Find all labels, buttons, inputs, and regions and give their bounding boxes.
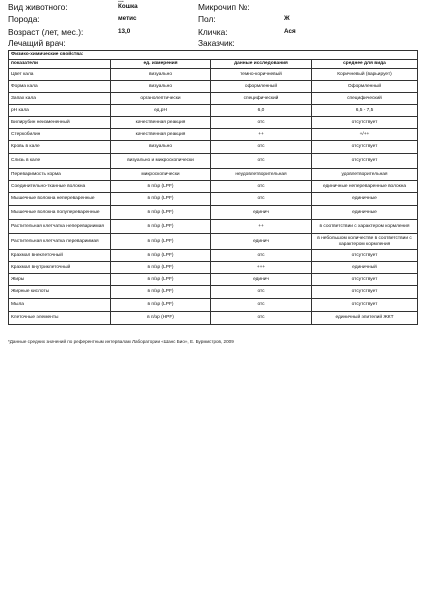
row-result: ++	[211, 129, 312, 141]
row-unit: в п/зр (LPF)	[111, 181, 211, 193]
row-result: ++	[211, 220, 312, 234]
row-parameter: Форма кала	[9, 81, 111, 93]
row-result: отс	[211, 299, 312, 312]
row-parameter: Клеточные элементы	[9, 312, 111, 325]
row-result: единич	[211, 274, 312, 286]
row-result: отс	[211, 312, 312, 325]
row-parameter: Мышечные волокна полупереваренные	[9, 206, 111, 220]
row-result: оформленный	[211, 81, 312, 93]
row-norm: 6,5 - 7,5	[312, 105, 418, 117]
row-result: отс	[211, 250, 312, 262]
table-row	[9, 154, 418, 169]
row-unit: в п/зр (HPF)	[111, 312, 211, 325]
row-norm: Оформленный	[312, 81, 418, 93]
row-result: +++	[211, 262, 312, 274]
table-row	[9, 141, 418, 154]
row-norm: единичный эпителий ЖКТ	[312, 312, 418, 325]
row-norm: отсутствует	[312, 299, 418, 312]
table-row	[9, 129, 418, 141]
age-label: Возраст (лет, мес.):	[8, 27, 84, 37]
row-norm: в соответствии с характером кормления	[312, 220, 418, 234]
row-unit: визуально	[111, 69, 211, 81]
row-unit: в п/зр (LPF)	[111, 193, 211, 206]
table-row	[9, 105, 418, 117]
row-parameter: Крахмал внеклеточный	[9, 250, 111, 262]
row-parameter: Стеркобилин	[9, 129, 111, 141]
column-header-row	[9, 60, 418, 69]
row-parameter: Мыла	[9, 299, 111, 312]
row-norm: единичные	[312, 206, 418, 220]
row-unit: в п/зр (LPF)	[111, 299, 211, 312]
table-row	[9, 250, 418, 262]
table-row	[9, 169, 418, 181]
row-result: отс	[211, 181, 312, 193]
sex-label: Пол:	[198, 14, 216, 24]
row-unit: в п/зр (LPF)	[111, 234, 211, 250]
row-unit: в п/зр (LPF)	[111, 286, 211, 299]
row-result: единич	[211, 234, 312, 250]
row-norm: единичные	[312, 193, 418, 206]
row-unit: визуально	[111, 81, 211, 93]
row-norm: отсутствует	[312, 286, 418, 299]
row-norm: отсутствует	[312, 250, 418, 262]
row-unit: микроскопически	[111, 169, 211, 181]
sex-value: Ж	[284, 15, 290, 22]
doctor-label: Лечащий врач:	[8, 38, 66, 48]
table-row	[9, 206, 418, 220]
section-row	[9, 51, 418, 60]
column-header-norm: среднее для вида	[312, 60, 418, 69]
row-parameter: Запах кала	[9, 93, 111, 105]
row-norm: +/++	[312, 129, 418, 141]
breed-value: метис	[118, 15, 137, 22]
table-row	[9, 299, 418, 312]
column-header-parameter: показатели	[9, 60, 111, 69]
row-unit: качественная реакция	[111, 117, 211, 129]
table-row	[9, 220, 418, 234]
row-parameter: Растительная клетчатка неперевариимая	[9, 220, 111, 234]
breed-label: Порода:	[8, 14, 40, 24]
lab-results-table	[8, 50, 418, 325]
row-norm: отсутствует	[312, 141, 418, 154]
row-result: отс	[211, 286, 312, 299]
nickname-value: Ася	[284, 28, 296, 35]
table-row	[9, 274, 418, 286]
row-unit: в п/зр (LPF)	[111, 250, 211, 262]
table-row	[9, 286, 418, 299]
row-unit: визуально	[111, 141, 211, 154]
row-parameter: Переваримость корма	[9, 169, 111, 181]
row-result: 6,0	[211, 105, 312, 117]
row-unit: визуально и микроскопически	[111, 154, 211, 169]
table-row	[9, 312, 418, 325]
row-unit: в п/зр (LPF)	[111, 274, 211, 286]
row-norm: единичный	[312, 262, 418, 274]
customer-label: Заказчик:	[198, 38, 235, 48]
row-parameter: Кровь в кале	[9, 141, 111, 154]
row-norm: отсутствует	[312, 274, 418, 286]
row-result: отс	[211, 154, 312, 169]
table-row	[9, 117, 418, 129]
cut-off-text: ...	[118, 0, 124, 4]
column-header-result: данные исследования	[211, 60, 312, 69]
row-parameter: Цвет кала	[9, 69, 111, 81]
row-norm: специфический	[312, 93, 418, 105]
row-parameter: Билирубин неизмененный	[9, 117, 111, 129]
table-row	[9, 93, 418, 105]
row-parameter: Мышечные волокна непереваренные	[9, 193, 111, 206]
row-unit: в п/зр (LPF)	[111, 206, 211, 220]
row-parameter: pH кала	[9, 105, 111, 117]
column-header-unit: ед. измерения	[111, 60, 211, 69]
row-parameter: Соединительно-тканные волокна	[9, 181, 111, 193]
row-parameter: Крахмал внутриклеточный	[9, 262, 111, 274]
row-unit: в п/зр (LPF)	[111, 220, 211, 234]
row-parameter: Слизь в кале	[9, 154, 111, 169]
row-parameter: Растительная клетчатка перевариимая	[9, 234, 111, 250]
row-norm: удовлетворительная	[312, 169, 418, 181]
table-row	[9, 262, 418, 274]
row-result: специфический	[211, 93, 312, 105]
section-title: Физико-химические свойства:	[9, 51, 418, 60]
age-value: 13,0	[118, 28, 131, 35]
row-parameter: Жирные кислоты	[9, 286, 111, 299]
footnote: *Данные средних значений по референтным интервалам Лаборатории «Шанс Био», Е. Бурмистров, 2009	[8, 339, 234, 344]
row-result: темно-коричневый	[211, 69, 312, 81]
row-unit: качественная реакция	[111, 129, 211, 141]
row-norm: отсутствует	[312, 117, 418, 129]
nickname-label: Кличка:	[198, 27, 228, 37]
table-row	[9, 234, 418, 250]
table-row	[9, 81, 418, 93]
row-unit: ед.pH	[111, 105, 211, 117]
row-norm: единичные непереваренные волокна	[312, 181, 418, 193]
row-unit: органолептически	[111, 93, 211, 105]
row-result: неудовлетворительная	[211, 169, 312, 181]
row-norm: отсутствует	[312, 154, 418, 169]
row-result: отс	[211, 117, 312, 129]
species-label: Вид животного:	[8, 2, 68, 12]
table-row	[9, 69, 418, 81]
row-norm: Коричневый (варьирует)	[312, 69, 418, 81]
table-row	[9, 193, 418, 206]
row-norm: в небольшом количестве в соответствии с характером кормления	[312, 234, 418, 250]
row-result: отс	[211, 193, 312, 206]
microchip-label: Микрочип №:	[198, 2, 250, 12]
row-parameter: Жиры	[9, 274, 111, 286]
table-row	[9, 181, 418, 193]
row-result: единич	[211, 206, 312, 220]
row-result: отс	[211, 141, 312, 154]
species-value: Кошка	[118, 3, 138, 10]
row-unit: в п/зр (LPF)	[111, 262, 211, 274]
